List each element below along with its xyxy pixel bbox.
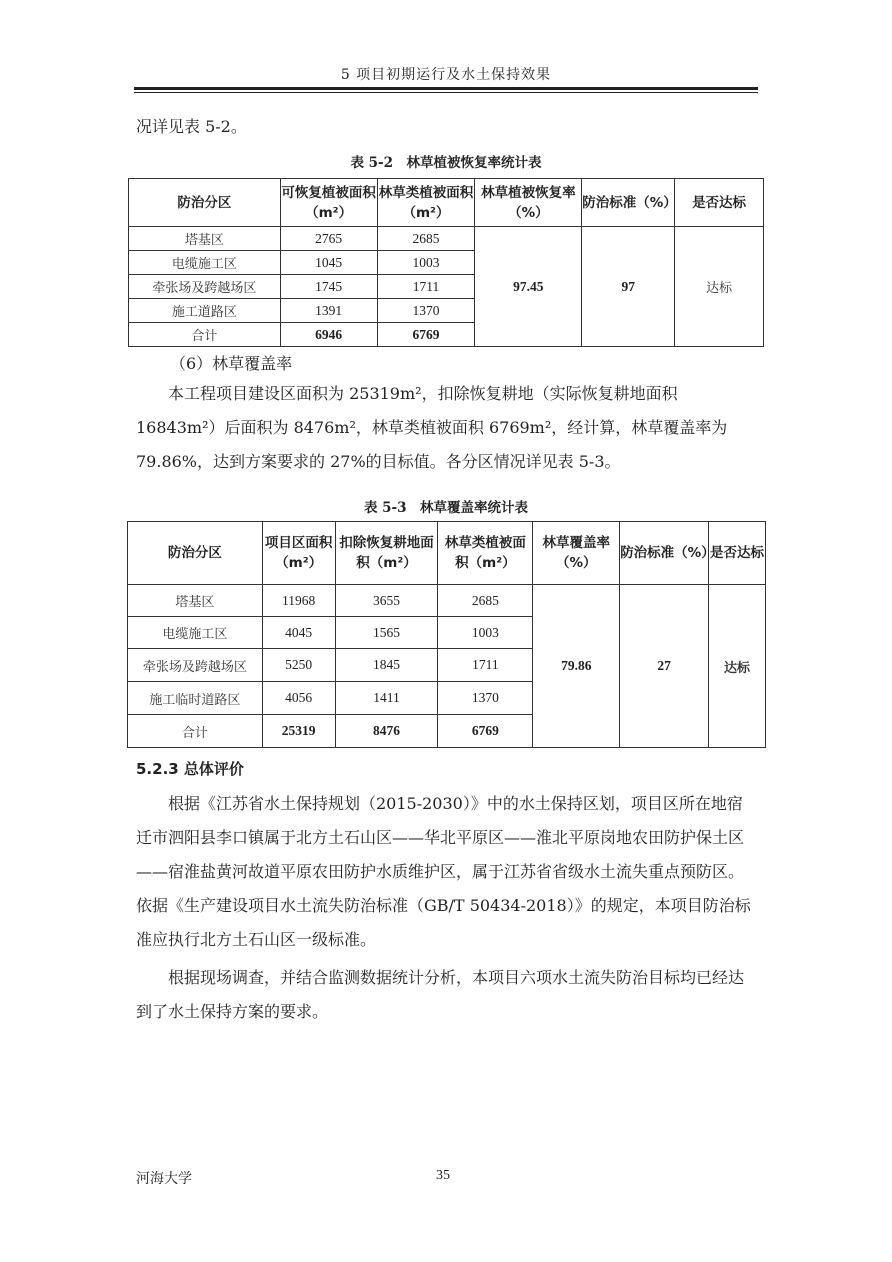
table-cell: 4056 [262, 682, 335, 715]
table-cell: 3655 [335, 585, 438, 617]
table-cell: 施工道路区 [129, 299, 281, 323]
section-5-2-3-title: 5.2.3 总体评价 [136, 760, 244, 778]
t1-standard-value: 97 [582, 227, 675, 347]
t2-header-veg-area: 林草类植被面积（m²） [438, 522, 533, 585]
t1-header-result: 是否达标 [675, 179, 764, 227]
table-cell: 4045 [262, 617, 335, 649]
table-cell: 1003 [377, 251, 475, 275]
table-cell: 1045 [280, 251, 377, 275]
t2-header-project-area: 项目区面积（m²） [262, 522, 335, 585]
table-cell: 6946 [280, 323, 377, 347]
header-rule-thick [134, 87, 758, 90]
table-cell: 施工临时道路区 [128, 682, 263, 715]
t1-header-rate: 林草植被恢复率（%） [475, 179, 582, 227]
evaluation-paragraph-1: 根据《江苏省水土保持规划（2015-2030）》中的水土保持区划，项目区所在地宿迁市泗阳县李口镇属于北方土石山区——华北平原区——淮北平原岗地农田防护保土区——宿淮盐黄河故道平原农田防护水质维护区，属于江苏省省级水土流失重点预防区。依据《生产建设项目水土流失防治标准（GB/T 50434-2018）》的规定，本项目防治标准应执行北方土石山区一级标准。 [136, 794, 751, 949]
t2-header-zone: 防治分区 [128, 522, 263, 585]
table-5-3 [127, 521, 766, 748]
section6-paragraph: 本工程项目建设区面积为 25319m²，扣除恢复耕地（实际恢复耕地面积 16843m²）后面积为 8476m²，林草类植被面积 6769m²，经计算，林草覆盖率为 79.86%，达到方案要求的 27%的目标值。各分区情况详见表 5-3。 [136, 384, 728, 471]
table-cell: 5250 [262, 649, 335, 682]
t1-header-recoverable: 可恢复植被面积（m²） [280, 179, 377, 227]
header-rule-thin [134, 92, 758, 93]
table-cell: 合计 [129, 323, 281, 347]
table-cell: 6769 [377, 323, 475, 347]
intro-line: 况详见表 5-2。 [136, 117, 247, 136]
table-cell: 1711 [377, 275, 475, 299]
t1-header-zone: 防治分区 [129, 179, 281, 227]
evaluation-paragraph-2: 根据现场调查，并结合监测数据统计分析，本项目六项水土流失防治目标均已经达到了水土保持方案的要求。 [136, 968, 745, 1021]
table-cell: 电缆施工区 [128, 617, 263, 649]
table-5-2 [128, 178, 764, 347]
t1-result-value: 达标 [675, 227, 764, 347]
table-cell: 1370 [438, 682, 533, 715]
table-cell: 牵张场及跨越场区 [128, 649, 263, 682]
table-cell: 1370 [377, 299, 475, 323]
table-cell: 11968 [262, 585, 335, 617]
t2-header-coverage: 林草覆盖率（%） [533, 522, 620, 585]
table-cell: 1711 [438, 649, 533, 682]
running-header: 5 项目初期运行及水土保持效果 [340, 67, 552, 83]
table-cell: 1411 [335, 682, 438, 715]
table-cell: 合计 [128, 715, 263, 748]
t2-result-value: 达标 [709, 585, 766, 748]
table-cell: 1845 [335, 649, 438, 682]
table-cell: 1745 [280, 275, 377, 299]
table-cell: 1565 [335, 617, 438, 649]
table-cell: 25319 [262, 715, 335, 748]
t2-header-standard: 防治标准（%） [620, 522, 709, 585]
section6-title: （6）林草覆盖率 [170, 354, 293, 373]
page-number: 35 [436, 1168, 450, 1183]
t2-header-result: 是否达标 [709, 522, 766, 585]
t1-rate-value: 97.45 [475, 227, 582, 347]
t2-coverage-value: 79.86 [533, 585, 620, 748]
table-cell: 1391 [280, 299, 377, 323]
table-cell: 2765 [280, 227, 377, 251]
table-cell: 牵张场及跨越场区 [129, 275, 281, 299]
table-cell: 塔基区 [129, 227, 281, 251]
table-cell: 6769 [438, 715, 533, 748]
table-cell: 1003 [438, 617, 533, 649]
table-cell: 8476 [335, 715, 438, 748]
table1-caption: 表 5-2 林草植被恢复率统计表 [350, 155, 542, 171]
table2-caption: 表 5-3 林草覆盖率统计表 [363, 500, 529, 516]
t2-standard-value: 27 [620, 585, 709, 748]
t1-header-veg-area: 林草类植被面积（m²） [377, 179, 475, 227]
table-cell: 电缆施工区 [129, 251, 281, 275]
t2-header-net-area: 扣除恢复耕地面积（m²） [335, 522, 438, 585]
table-cell: 塔基区 [128, 585, 263, 617]
footer-org: 河海大学 [136, 1171, 192, 1187]
t1-header-standard: 防治标准（%） [582, 179, 675, 227]
table-cell: 2685 [438, 585, 533, 617]
table-cell: 2685 [377, 227, 475, 251]
